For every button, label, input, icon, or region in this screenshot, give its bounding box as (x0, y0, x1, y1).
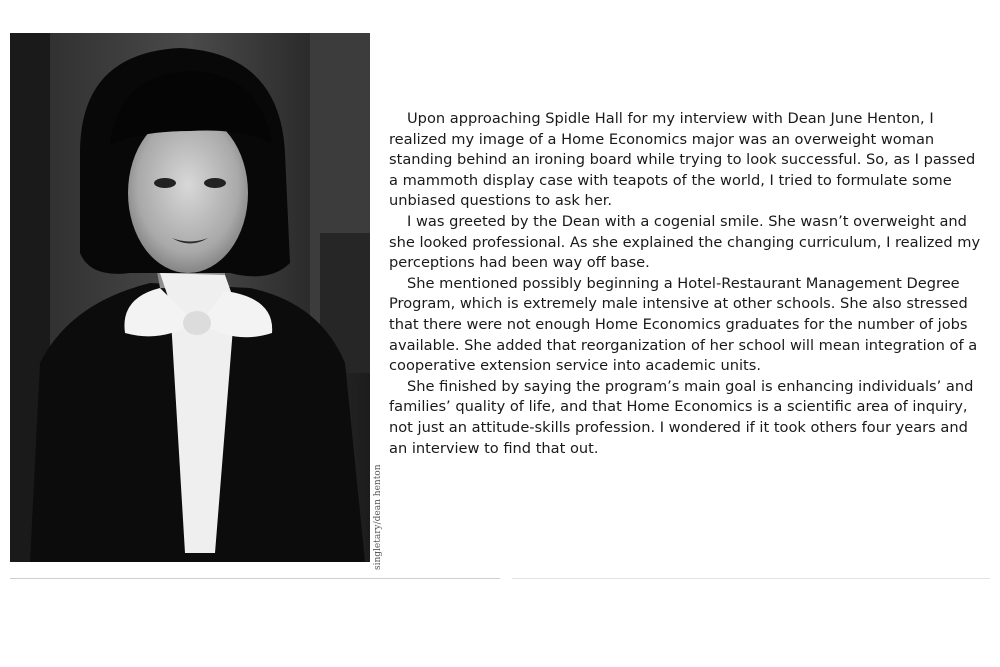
page-divider-right (512, 578, 990, 579)
portrait-photo (10, 33, 370, 562)
page-divider (10, 578, 500, 579)
photo-credit (372, 440, 386, 570)
article-body (389, 109, 985, 459)
article-paragraph-4: She finished by saying the program’s main goal is enhancing individuals’ and families’ quality of life, and that Home Economics is a scientific area of inquiry, not just an attitude-skills profession. I wondered if it took others four years and an interview to find that out. (389, 377, 974, 457)
article-paragraph-2: I was greeted by the Dean with a cogenial smile. She wasn’t overweight and she looked professional. As she explained the changing curriculum, I realized my perceptions had been way off base. (389, 212, 981, 272)
photo-credit-text: singletary/dean henton (373, 464, 383, 570)
article-paragraph-3: She mentioned possibly beginning a Hotel-Restaurant Management Degree Program, which is extremely male intensive at other schools. She also stressed that there were not enough Home Economics graduates for the number of jobs available. She added that reorganization of her school will mean integration of a cooperative extension service into academic units. (389, 274, 978, 375)
article-paragraph-1: Upon approaching Spidle Hall for my interview with Dean June Henton, I realized my image of a Home Economics major was an overweight woman standing behind an ironing board while trying to look successful. So, as I passed a mammoth display case with teapots of the world, I tried to formulate some unbiased questions to ask her. (389, 110, 976, 210)
portrait-illustration (10, 33, 370, 562)
